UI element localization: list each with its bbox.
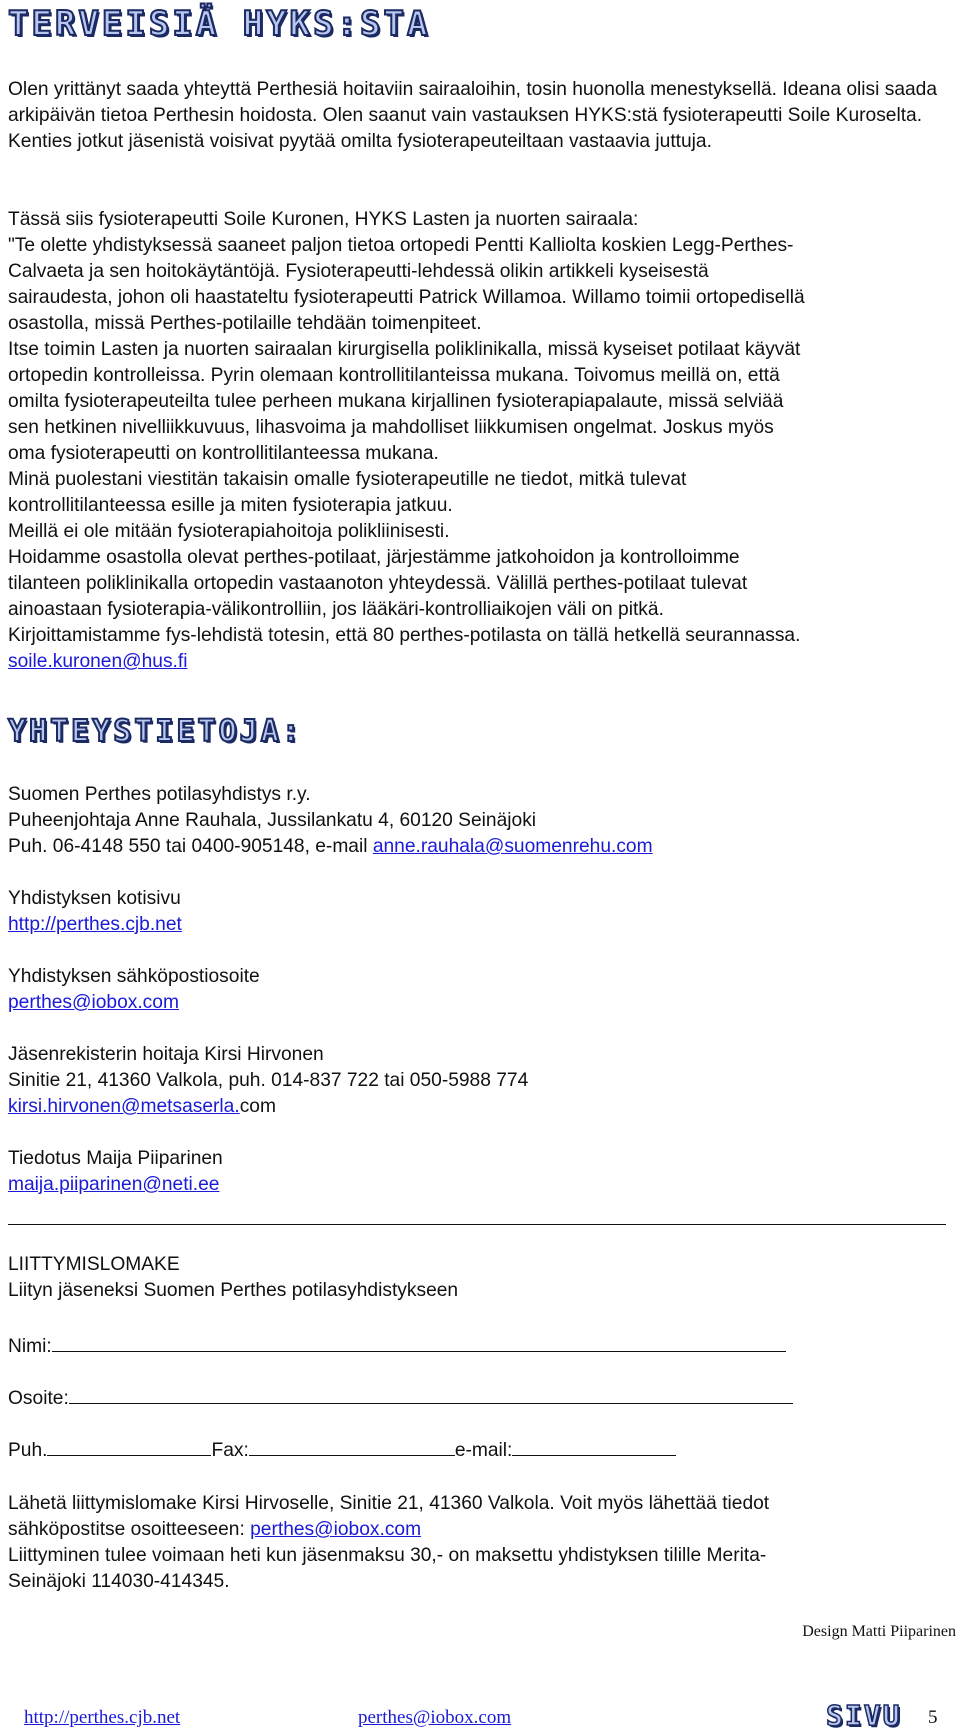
form-subtitle: Liityn jäseneksi Suomen Perthes potilasyhdistykseen <box>8 1280 459 1301</box>
address-field[interactable] <box>69 1385 793 1404</box>
footer <box>14 1699 944 1732</box>
org-name: Suomen Perthes potilasyhdistys r.y. <box>8 784 311 805</box>
notices-label: Tiedotus Maija Piiparinen <box>8 1148 223 1169</box>
letter-line: oma fysioterapeutti on kontrollitilanteessa mukana. <box>8 443 439 464</box>
fee-line-2: Seinäjoki 114030-414345. <box>8 1571 230 1592</box>
name-field[interactable] <box>52 1333 786 1352</box>
letter-line: Minä puolestani viestitän takaisin omalle fysioterapeutille ne tiedot, mitkä tulevat <box>8 469 687 490</box>
association-email-link[interactable]: perthes@iobox.com <box>8 992 179 1013</box>
form-title: LIITTYMISLOMAKE <box>8 1254 180 1275</box>
letter-line: tilanteen poliklinikalla ortopedin vastaanoton yhteydessä. Välillä perthes-potilaat tulevat <box>8 573 748 594</box>
page-word: SIVU <box>826 1699 902 1732</box>
phone-row <box>8 1437 676 1464</box>
send-instructions <box>8 1491 769 1595</box>
homepage-link[interactable]: http://perthes.cjb.net <box>8 914 182 935</box>
registry-label: Jäsenrekisterin hoitaja Kirsi Hirvonen <box>8 1044 324 1065</box>
email-field-label: e-mail: <box>454 1440 513 1461</box>
letter-line: kontrollitilanteessa esille ja miten fysioterapia jatkuu. <box>8 495 453 516</box>
phone-field[interactable] <box>47 1437 211 1456</box>
letter-email-link[interactable]: soile.kuronen@hus.fi <box>8 651 188 672</box>
email-field[interactable] <box>512 1437 676 1456</box>
email-block <box>8 964 260 1016</box>
divider <box>8 1224 946 1225</box>
letter-line: Calvaeta ja sen hoitokäytäntöjä. Fysioterapeutti-lehdessä olikin artikkeli kyseisestä <box>8 261 709 282</box>
send-text: Lähetä liittymislomake Kirsi Hirvoselle, Sinitie 21, 41360 Valkola. Voit myös lähettää tiedot <box>8 1493 770 1514</box>
intro-paragraph: Olen yrittänyt saada yhteyttä Perthesiä hoitaviin sairaaloihin, tosin huonolla menestyksellä. Ideana olisi saada arkipäivän tietoa Perthesin hoidosta. Olen saanut vain vastauksen HYKS:stä fysioterapeutti Soile Kuroselta. Kenties jotkut jäsenistä voisivat pyytää omilta fysioterapeuteiltaan vastaavia juttuja. <box>8 79 938 152</box>
fax-label: Fax: <box>211 1440 249 1461</box>
letter-line: osastolla, missä Perthes-potilaille tehdään toimenpiteet. <box>8 313 482 334</box>
homepage-block <box>8 886 182 938</box>
letter-line: Kirjoittamistamme fys-lehdistä totesin, että 80 perthes-potilasta on tällä hetkellä seurannassa. <box>8 625 801 646</box>
letter-line: "Te olette yhdistyksessä saaneet paljon tietoa ortopedi Pentti Kalliolta koskien Legg-Perthes- <box>8 235 794 256</box>
letter-line: sairaudesta, johon oli haastateltu fysioterapeutti Patrick Willamoa. Willamo toimii ortopedisellä <box>8 287 805 308</box>
letter-line: Tässä siis fysioterapeutti Soile Kuronen, HYKS Lasten ja nuorten sairaala: <box>8 209 639 230</box>
footer-email-link[interactable]: perthes@iobox.com <box>358 1707 512 1728</box>
email-label: Yhdistyksen sähköpostiosoite <box>8 966 260 987</box>
letter-line: Meillä ei ole mitään fysioterapiahoitoja polikliinisesti. <box>8 521 450 542</box>
letter-line: Hoidamme osastolla olevat perthes-potilaat, järjestämme jatkohoidon ja kontrolloimme <box>8 547 740 568</box>
form-header <box>8 1252 458 1304</box>
homepage-label: Yhdistyksen kotisivu <box>8 888 181 909</box>
chair-info: Puheenjohtaja Anne Rauhala, Jussilankatu 4, 60120 Seinäjoki <box>8 810 537 831</box>
registry-email-link[interactable]: kirsi.hirvonen@metsaserla. <box>8 1096 240 1117</box>
letter-line: Itse toimin Lasten ja nuorten sairaalan kirurgisella poliklinikalla, missä kyseiset potilaat käyvät <box>8 339 801 360</box>
letter-line: ainoastaan fysioterapia-välikontrolliin, jos lääkäri-kontrolliaikojen väli on pitkä. <box>8 599 664 620</box>
design-credit: Design Matti Piiparinen <box>802 1623 956 1640</box>
fee-line-1: Liittyminen tulee voimaan heti kun jäsenmaksu 30,- on maksettu yhdistyksen tilille Merita- <box>8 1545 767 1566</box>
letter-line: sen hetkinen nivelliikkuvuus, lihasvoima ja mahdolliset liikkumisen ongelmat. Joskus myös <box>8 417 774 438</box>
phone-label: Puh. <box>8 1440 48 1461</box>
address-label: Osoite: <box>8 1388 69 1409</box>
registry-address: Sinitie 21, 41360 Valkola, puh. 014-837 722 tai 050-5988 774 <box>8 1070 529 1091</box>
letter-line: omilta fysioterapeuteilta tulee perheen mukana kirjallinen fysioterapiapalaute, missä selviää <box>8 391 784 412</box>
fax-field[interactable] <box>249 1437 455 1456</box>
name-row <box>8 1333 786 1360</box>
page-number: 5 <box>928 1707 938 1728</box>
notices-email-link[interactable]: maija.piiparinen@neti.ee <box>8 1174 220 1195</box>
registry-email-tail: com <box>239 1096 276 1117</box>
send-text-2: sähköpostitse osoitteeseen: <box>8 1519 251 1540</box>
letter-line: ortopedin kontrolleissa. Pyrin olemaan kontrollitilanteissa mukana. Toivomus meillä on, että <box>8 365 780 386</box>
chair-phone <box>8 834 653 860</box>
send-email-link[interactable]: perthes@iobox.com <box>250 1519 422 1540</box>
notices-block <box>8 1146 223 1198</box>
heading-terveisia: TERVEISIÄ HYKS:STA <box>8 4 431 44</box>
chair-email-link[interactable]: anne.rauhala@suomenrehu.com <box>372 836 653 857</box>
registry-block <box>8 1042 528 1120</box>
heading-yhteystietoja: YHTEYSTIETOJA: <box>8 714 303 749</box>
footer-url-link[interactable]: http://perthes.cjb.net <box>24 1707 181 1728</box>
letter-block <box>8 207 805 675</box>
address-row <box>8 1385 793 1412</box>
name-label: Nimi: <box>8 1336 52 1357</box>
phone-text: Puh. 06-4148 550 tai 0400-905148, e-mail <box>8 836 373 857</box>
contacts-block <box>8 782 653 860</box>
